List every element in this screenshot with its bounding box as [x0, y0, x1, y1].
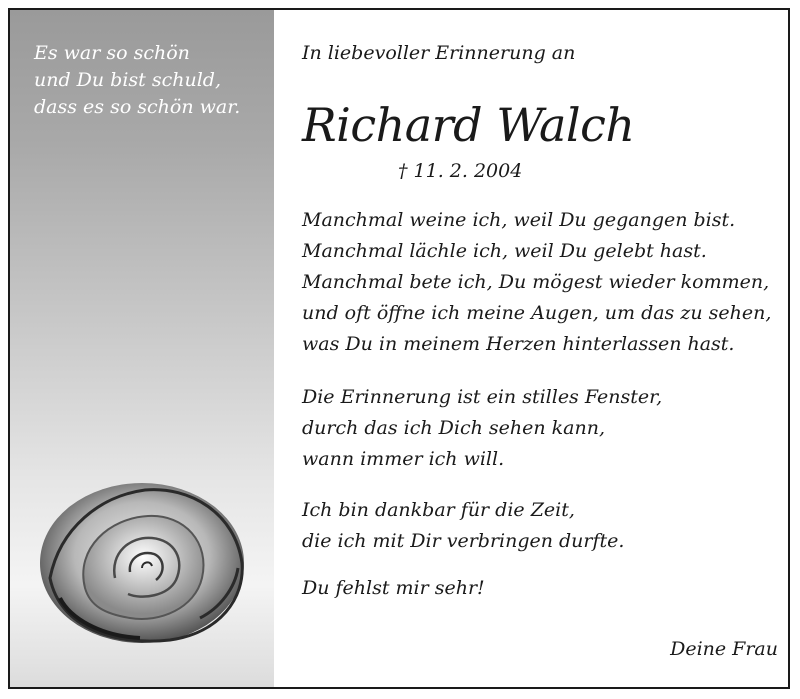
poem-line: die ich mit Dir verbringen durfte. [302, 530, 625, 552]
signature: Deine Frau [670, 638, 778, 660]
motto-line: dass es so schön war. [34, 96, 241, 118]
poem-line: wann immer ich will. [302, 448, 505, 470]
motto-line: Es war so schön [34, 42, 190, 64]
memorial-card [8, 8, 790, 689]
rose-image [30, 468, 250, 648]
poem-line: Manchmal bete ich, Du mögest wieder kommen, [302, 271, 770, 293]
poem-line: Die Erinnerung ist ein stilles Fenster, [302, 386, 663, 408]
poem-stanza-2 [302, 382, 662, 475]
poem-line: durch das ich Dich sehen kann, [302, 417, 606, 439]
intro-line: In liebevoller Erinnerung an [302, 42, 576, 64]
poem-stanza-4 [302, 573, 485, 604]
poem-line: Ich bin dankbar für die Zeit, [302, 499, 575, 521]
left-panel [10, 10, 274, 687]
deceased-name: Richard Walch [302, 98, 635, 152]
poem-stanza-1 [302, 205, 771, 360]
poem-line: was Du in meinem Herzen hinterlassen hast. [302, 333, 735, 355]
poem-line: Manchmal lächle ich, weil Du gelebt hast. [302, 240, 707, 262]
poem-line: Du fehlst mir sehr! [302, 577, 485, 599]
poem-line: Manchmal weine ich, weil Du gegangen bist. [302, 209, 736, 231]
poem-line: und oft öffne ich meine Augen, um das zu sehen, [302, 302, 772, 324]
motto-line: und Du bist schuld, [34, 69, 221, 91]
poem-stanza-3 [302, 495, 624, 557]
death-date: † 11. 2. 2004 [398, 160, 523, 182]
motto-text [34, 40, 240, 121]
